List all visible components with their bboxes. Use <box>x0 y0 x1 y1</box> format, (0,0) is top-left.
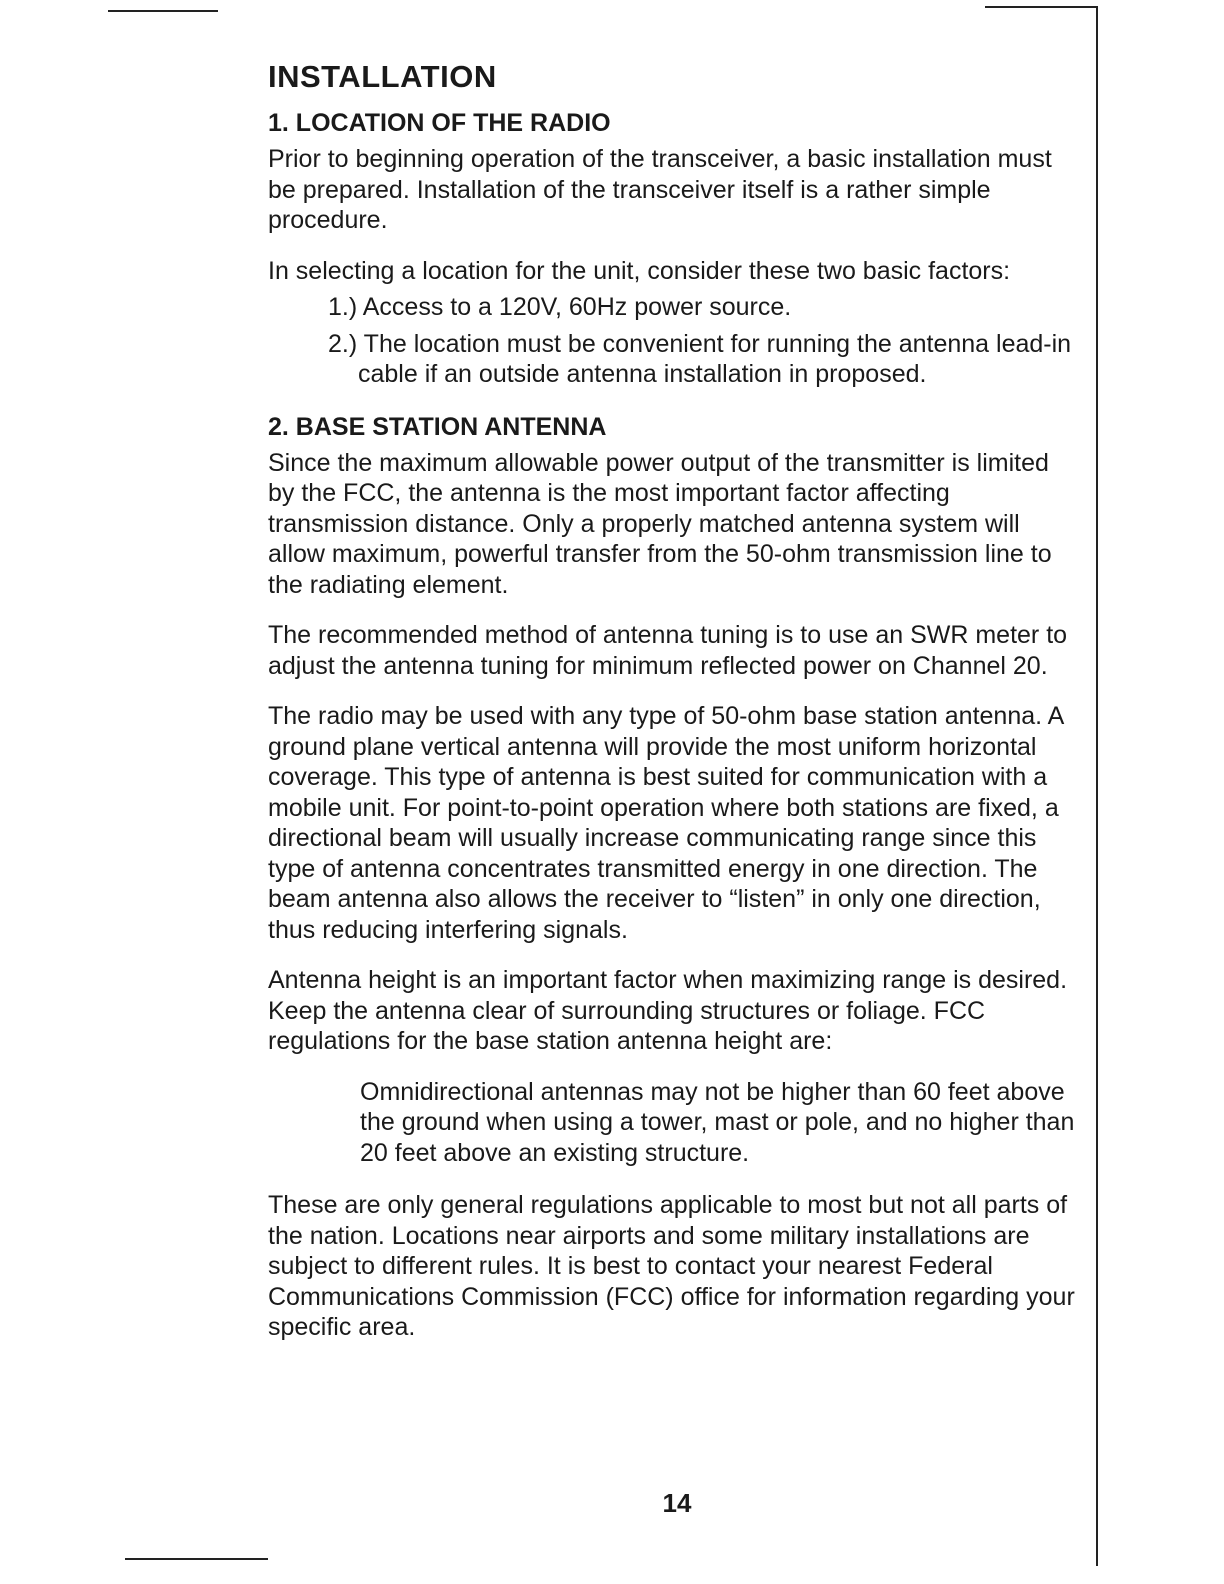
fcc-height-regulation: Omnidirectional antennas may not be higher than 60 feet above the ground when using a tower, mast or pole, and no higher than 20 feet above an existing structure. <box>360 1077 1075 1167</box>
bottom-left-rule <box>125 1558 268 1560</box>
section-2-paragraph-1: Since the maximum allowable power output of the transmitter is limited by the FCC, the antenna is the most important factor affecting transmission distance. Only a properly matched antenna system will allow maximum, powerful transfer from the 50-ohm transmission line to the radiating element. <box>268 448 1052 599</box>
list-item: 2.) The location must be convenient for running the antenna lead-in cable if an outside antenna installation in proposed. <box>328 329 1072 388</box>
section-1-title: 1. LOCATION OF THE RADIO <box>268 109 611 137</box>
page-heading: INSTALLATION <box>268 59 497 94</box>
top-left-rule <box>108 10 218 12</box>
section-2-paragraph-3: The radio may be used with any type of 50-ohm base station antenna. A ground plane vertical antenna will provide the most uniform horizontal coverage. This type of antenna is best suited for communication with a mobile unit. For point-to-point operation where both stations are fixed, a directional beam will usually increase communicating range since this type of antenna concentrates transmitted energy in one direction. The beam antenna also allows the receiver to “listen” in only one direction, thus reducing interfering signals. <box>268 702 1063 944</box>
section-1-paragraph-2: In selecting a location for the unit, consider these two basic factors: <box>268 256 1011 285</box>
section-2-paragraph-2: The recommended method of antenna tuning is to use an SWR meter to adjust the antenna tuning for minimum reflected power on Channel 20. <box>268 621 1068 680</box>
section-2-title: 2. BASE STATION ANTENNA <box>268 412 607 441</box>
manual-page <box>268 56 1078 1363</box>
section-2-paragraph-5: These are only general regulations applicable to most but not all parts of the nation. Locations near airports and some military installations are subject to different rules. It is best to contact your nearest Federal Communications Commission (FCC) office for information regarding your specific area. <box>268 1191 1075 1341</box>
page-number: 14 <box>662 1488 692 1518</box>
section-1-paragraph-1: Prior to beginning operation of the transceiver, a basic installation must be prepared. Installation of the transceiver itself is a rather simple procedure. <box>268 145 1052 234</box>
section-2-paragraph-4: Antenna height is an important factor when maximizing range is desired. Keep the antenna clear of surrounding structures or foliage. FCC regulations for the base station antenna height are: <box>268 966 1068 1055</box>
right-margin-rule <box>1096 6 1098 1566</box>
list-item: 1.) Access to a 120V, 60Hz power source. <box>328 293 792 321</box>
location-factors-list <box>268 292 1078 390</box>
top-right-rule <box>985 6 1098 8</box>
